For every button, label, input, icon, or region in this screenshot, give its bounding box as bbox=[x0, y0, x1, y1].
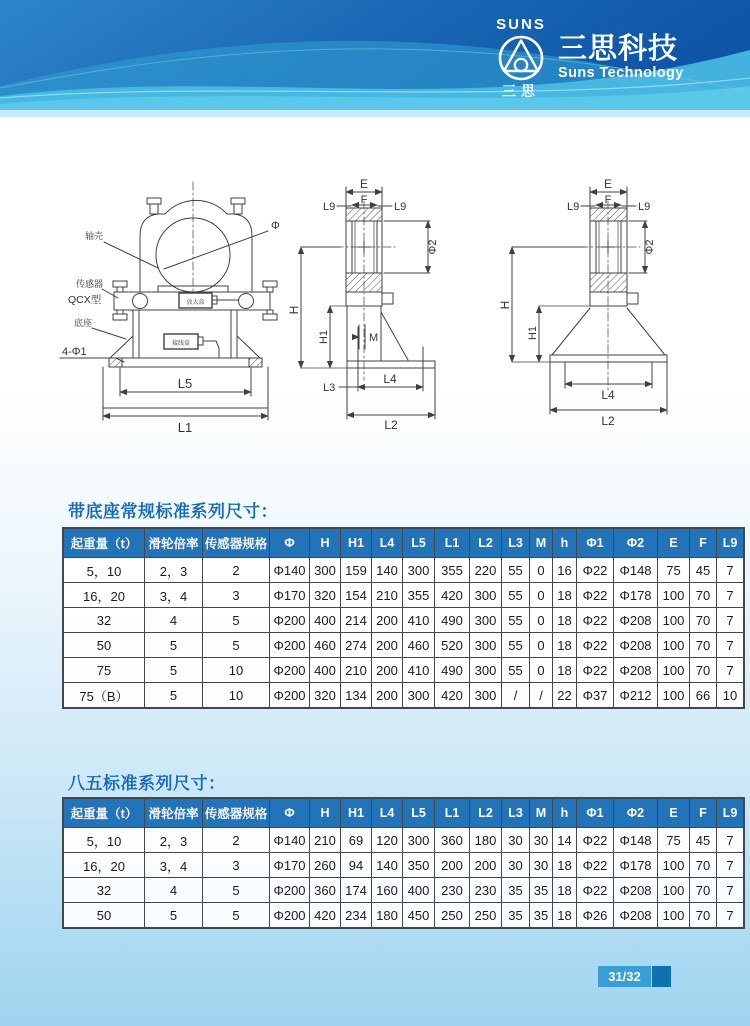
table-cell: 100 bbox=[658, 853, 690, 878]
table-cell: 5 bbox=[203, 903, 270, 929]
table-cell: Φ22 bbox=[577, 608, 614, 633]
table-cell: 70 bbox=[690, 608, 717, 633]
table-cell: 300 bbox=[403, 558, 435, 583]
table-cell: Φ22 bbox=[577, 853, 614, 878]
table-cell: 420 bbox=[435, 583, 470, 608]
table-cell: 100 bbox=[658, 903, 690, 929]
column-header: L4 bbox=[372, 798, 403, 828]
table-cell: 7 bbox=[717, 903, 745, 929]
table-cell: 5 bbox=[145, 903, 203, 929]
table-row bbox=[63, 583, 744, 608]
side-view-drawing bbox=[287, 175, 480, 440]
label-l9-right: L9 bbox=[638, 201, 651, 213]
table-cell: 200 bbox=[372, 633, 403, 658]
table-cell: Φ26 bbox=[577, 903, 614, 929]
column-header: 起重量（t） bbox=[63, 798, 145, 828]
page-number: 31/32 bbox=[598, 966, 651, 987]
table-cell: 18 bbox=[553, 633, 577, 658]
table-cell: 230 bbox=[470, 878, 502, 903]
label-e: E bbox=[603, 177, 613, 191]
column-header: 传感器规格 bbox=[203, 528, 270, 558]
table-cell: 300 bbox=[470, 583, 502, 608]
table-cell: 5 bbox=[203, 608, 270, 633]
table-cell: 100 bbox=[658, 878, 690, 903]
table-cell: 16，20 bbox=[63, 853, 145, 878]
label-l4: L4 bbox=[383, 372, 397, 386]
table-cell: 100 bbox=[658, 583, 690, 608]
table-cell: 22 bbox=[553, 683, 577, 709]
label-junction-box: 接线盒 bbox=[171, 341, 191, 347]
table-cell: 2 bbox=[203, 828, 270, 853]
page-number-badge bbox=[598, 966, 671, 987]
label-base: 底座 bbox=[74, 318, 93, 328]
column-header: 滑轮倍率 bbox=[145, 528, 203, 558]
table-cell: 234 bbox=[341, 903, 372, 929]
table-cell: 75 bbox=[63, 658, 145, 683]
column-header: E bbox=[658, 798, 690, 828]
table-cell: Φ140 bbox=[270, 558, 310, 583]
table-cell: 18 bbox=[553, 903, 577, 929]
table-cell: 70 bbox=[690, 633, 717, 658]
section-title-standard-with-base: 带底座常规标准系列尺寸： bbox=[68, 502, 278, 521]
table-cell: 55 bbox=[502, 658, 530, 683]
table-cell: 200 bbox=[372, 608, 403, 633]
column-header: F bbox=[690, 528, 717, 558]
table-cell: Φ200 bbox=[270, 608, 310, 633]
table-cell: 200 bbox=[372, 683, 403, 709]
table-cell: 7 bbox=[717, 828, 745, 853]
table-cell: 32 bbox=[63, 608, 145, 633]
table-cell: 55 bbox=[502, 608, 530, 633]
table-row bbox=[63, 683, 744, 709]
table-cell: Φ200 bbox=[270, 903, 310, 929]
table-row bbox=[63, 608, 744, 633]
table-cell: 35 bbox=[530, 903, 553, 929]
table-cell: Φ170 bbox=[270, 583, 310, 608]
table-cell: 134 bbox=[341, 683, 372, 709]
table-cell: 450 bbox=[403, 903, 435, 929]
table-row bbox=[63, 828, 744, 853]
table-row bbox=[63, 853, 744, 878]
label-h: H bbox=[498, 300, 512, 310]
table-row bbox=[63, 658, 744, 683]
table-cell: 3，4 bbox=[145, 583, 203, 608]
table-cell: Φ22 bbox=[577, 658, 614, 683]
table-cell: 274 bbox=[341, 633, 372, 658]
column-header: L1 bbox=[435, 798, 470, 828]
table-cell: Φ37 bbox=[577, 683, 614, 709]
table-cell: 5，10 bbox=[63, 558, 145, 583]
column-header: Φ2 bbox=[614, 528, 658, 558]
table-cell: 100 bbox=[658, 683, 690, 709]
table-cell: Φ178 bbox=[614, 583, 658, 608]
column-header: L5 bbox=[403, 798, 435, 828]
table-cell: Φ22 bbox=[577, 558, 614, 583]
table-cell: Φ200 bbox=[270, 683, 310, 709]
table-cell: 100 bbox=[658, 658, 690, 683]
table-cell: 7 bbox=[717, 583, 745, 608]
column-header: 起重量（t） bbox=[63, 528, 145, 558]
table-cell: 5 bbox=[203, 878, 270, 903]
table-cell: 210 bbox=[310, 828, 341, 853]
label-phi2: Φ2 bbox=[644, 239, 656, 255]
table-cell: 7 bbox=[717, 558, 745, 583]
table-cell: 18 bbox=[553, 583, 577, 608]
table-cell: 420 bbox=[310, 903, 341, 929]
table-cell: 7 bbox=[717, 658, 745, 683]
table-cell: 75 bbox=[658, 828, 690, 853]
table-cell: 220 bbox=[470, 558, 502, 583]
table-cell: 10 bbox=[717, 683, 745, 709]
table-cell: 2 bbox=[203, 558, 270, 583]
table-cell: 50 bbox=[63, 903, 145, 929]
table-cell: 410 bbox=[403, 658, 435, 683]
table-cell: 5，10 bbox=[63, 828, 145, 853]
table-cell: 300 bbox=[403, 683, 435, 709]
table-cell: 70 bbox=[690, 853, 717, 878]
table-cell: 70 bbox=[690, 658, 717, 683]
table-cell: 100 bbox=[658, 608, 690, 633]
table-row bbox=[63, 878, 744, 903]
table-cell: Φ22 bbox=[577, 583, 614, 608]
table-cell: 360 bbox=[310, 878, 341, 903]
table-cell: Φ200 bbox=[270, 658, 310, 683]
table-cell: 35 bbox=[530, 878, 553, 903]
column-header: H bbox=[310, 528, 341, 558]
table-cell: 159 bbox=[341, 558, 372, 583]
table-cell: 30 bbox=[530, 828, 553, 853]
table-cell: 320 bbox=[310, 683, 341, 709]
table-cell: 70 bbox=[690, 583, 717, 608]
table-cell: 45 bbox=[690, 828, 717, 853]
label-l1: L1 bbox=[177, 420, 193, 435]
label-l5: L5 bbox=[177, 376, 193, 391]
table-cell: 7 bbox=[717, 878, 745, 903]
table-cell: 214 bbox=[341, 608, 372, 633]
brand-name-english: Suns Technology bbox=[558, 65, 684, 82]
table-header-row bbox=[63, 528, 744, 558]
table-cell: 55 bbox=[502, 583, 530, 608]
table-cell: 2，3 bbox=[145, 828, 203, 853]
column-header: L2 bbox=[470, 798, 502, 828]
section-title-85-standard: 八五标准系列尺寸： bbox=[68, 774, 226, 793]
table-cell: Φ140 bbox=[270, 828, 310, 853]
table-cell: 355 bbox=[435, 558, 470, 583]
column-header: Φ bbox=[270, 528, 310, 558]
column-header: h bbox=[553, 528, 577, 558]
table-cell: 70 bbox=[690, 903, 717, 929]
table-cell: 35 bbox=[502, 878, 530, 903]
table-cell: 4 bbox=[145, 878, 203, 903]
table-cell: 350 bbox=[403, 853, 435, 878]
label-l2: L2 bbox=[601, 414, 615, 428]
company-logo bbox=[489, 17, 553, 98]
column-header: L3 bbox=[502, 528, 530, 558]
table-cell: 5 bbox=[145, 658, 203, 683]
table-cell: 45 bbox=[690, 558, 717, 583]
table-cell: 460 bbox=[310, 633, 341, 658]
table-cell: 490 bbox=[435, 608, 470, 633]
label-sensor: 传感器 bbox=[76, 279, 104, 289]
label-l9-left: L9 bbox=[567, 201, 580, 213]
table-cell: 70 bbox=[690, 878, 717, 903]
table-cell: 10 bbox=[203, 658, 270, 683]
label-mounting-holes: 4-Φ1 bbox=[62, 346, 87, 358]
table-cell: 320 bbox=[310, 583, 341, 608]
table-cell: Φ208 bbox=[614, 633, 658, 658]
table-cell: 0 bbox=[530, 583, 553, 608]
table-cell: 10 bbox=[203, 683, 270, 709]
table-cell: 0 bbox=[530, 633, 553, 658]
column-header: h bbox=[553, 798, 577, 828]
column-header: L2 bbox=[470, 528, 502, 558]
table-cell: 35 bbox=[502, 903, 530, 929]
table-cell: 3 bbox=[203, 583, 270, 608]
table-cell: Φ148 bbox=[614, 558, 658, 583]
table-cell: 5 bbox=[145, 633, 203, 658]
table-cell: 180 bbox=[372, 903, 403, 929]
column-header: Φ1 bbox=[577, 798, 614, 828]
page-badge-accent bbox=[652, 966, 671, 987]
column-header: L9 bbox=[717, 528, 745, 558]
table-cell: 0 bbox=[530, 558, 553, 583]
table-cell: 300 bbox=[310, 558, 341, 583]
table-row bbox=[63, 903, 744, 929]
column-header: M bbox=[530, 798, 553, 828]
table-cell: Φ170 bbox=[270, 853, 310, 878]
table-cell: 355 bbox=[403, 583, 435, 608]
table-cell: Φ212 bbox=[614, 683, 658, 709]
table-cell: 140 bbox=[372, 853, 403, 878]
table-cell: 7 bbox=[717, 608, 745, 633]
table-cell: 7 bbox=[717, 633, 745, 658]
table-cell: 30 bbox=[502, 828, 530, 853]
table-cell: 18 bbox=[553, 878, 577, 903]
table-header-row bbox=[63, 798, 744, 828]
table-cell: 18 bbox=[553, 853, 577, 878]
column-header: F bbox=[690, 798, 717, 828]
table-cell: 260 bbox=[310, 853, 341, 878]
column-header: Φ1 bbox=[577, 528, 614, 558]
table-cell: 75（B） bbox=[63, 683, 145, 709]
table-cell: 50 bbox=[63, 633, 145, 658]
suns-logo-icon bbox=[496, 33, 546, 83]
table-cell: Φ208 bbox=[614, 903, 658, 929]
table-cell: 75 bbox=[658, 558, 690, 583]
column-header: H bbox=[310, 798, 341, 828]
table-cell: / bbox=[502, 683, 530, 709]
table-row bbox=[63, 633, 744, 658]
table-cell: Φ148 bbox=[614, 828, 658, 853]
table-cell: / bbox=[530, 683, 553, 709]
table-cell: 300 bbox=[470, 608, 502, 633]
table-cell: 460 bbox=[403, 633, 435, 658]
table-cell: 16 bbox=[553, 558, 577, 583]
label-model-qcx: QCX型 bbox=[68, 294, 102, 306]
table-cell: 3，4 bbox=[145, 853, 203, 878]
front-view-drawing bbox=[58, 176, 288, 441]
column-header: 滑轮倍率 bbox=[145, 798, 203, 828]
table-cell: 300 bbox=[470, 683, 502, 709]
logo-text-sansi: 三思 bbox=[502, 83, 540, 99]
column-header: E bbox=[658, 528, 690, 558]
column-header: H1 bbox=[341, 528, 372, 558]
table-cell: 94 bbox=[341, 853, 372, 878]
table-cell: 300 bbox=[403, 828, 435, 853]
table-cell: 120 bbox=[372, 828, 403, 853]
column-header: L5 bbox=[403, 528, 435, 558]
table-cell: 30 bbox=[502, 853, 530, 878]
table-cell: Φ22 bbox=[577, 828, 614, 853]
table-cell: 32 bbox=[63, 878, 145, 903]
table-cell: 174 bbox=[341, 878, 372, 903]
85-standard-series-table bbox=[62, 797, 745, 929]
label-l4: L4 bbox=[601, 388, 615, 402]
column-header: L4 bbox=[372, 528, 403, 558]
table-cell: 180 bbox=[470, 828, 502, 853]
column-header: L9 bbox=[717, 798, 745, 828]
column-header: L1 bbox=[435, 528, 470, 558]
table-cell: 300 bbox=[470, 658, 502, 683]
label-h1: H1 bbox=[318, 329, 330, 345]
table-cell: 16，20 bbox=[63, 583, 145, 608]
table-cell: 5 bbox=[203, 633, 270, 658]
table-cell: 360 bbox=[435, 828, 470, 853]
table-cell: 250 bbox=[435, 903, 470, 929]
label-l3: L3 bbox=[323, 382, 336, 394]
table-cell: 160 bbox=[372, 878, 403, 903]
table-cell: 200 bbox=[372, 658, 403, 683]
table-cell: 66 bbox=[690, 683, 717, 709]
table-cell: 230 bbox=[435, 878, 470, 903]
label-f: F bbox=[604, 194, 612, 206]
table-cell: 0 bbox=[530, 608, 553, 633]
table-cell: Φ22 bbox=[577, 878, 614, 903]
standard-series-table bbox=[62, 527, 745, 709]
table-cell: 14 bbox=[553, 828, 577, 853]
label-e: E bbox=[359, 177, 369, 191]
table-cell: Φ22 bbox=[577, 633, 614, 658]
table-cell: 55 bbox=[502, 558, 530, 583]
table-cell: 154 bbox=[341, 583, 372, 608]
label-phi2: Φ2 bbox=[427, 239, 439, 255]
table-cell: 55 bbox=[502, 633, 530, 658]
table-cell: Φ178 bbox=[614, 853, 658, 878]
table-cell: 400 bbox=[310, 608, 341, 633]
column-header: Φ2 bbox=[614, 798, 658, 828]
table-cell: 250 bbox=[470, 903, 502, 929]
label-l2: L2 bbox=[384, 418, 398, 432]
table-cell: 0 bbox=[530, 658, 553, 683]
table-cell: 200 bbox=[435, 853, 470, 878]
table-cell: 7 bbox=[717, 853, 745, 878]
table-cell: 520 bbox=[435, 633, 470, 658]
brand-block bbox=[558, 33, 684, 82]
table-cell: 140 bbox=[372, 558, 403, 583]
label-h1: H1 bbox=[527, 325, 539, 341]
table-cell: 200 bbox=[470, 853, 502, 878]
column-header: M bbox=[530, 528, 553, 558]
cone-view-drawing bbox=[490, 175, 690, 440]
column-header: Φ bbox=[270, 798, 310, 828]
table-cell: 420 bbox=[435, 683, 470, 709]
table-cell: 410 bbox=[403, 608, 435, 633]
table-cell: 210 bbox=[341, 658, 372, 683]
label-axle-housing: 轴壳 bbox=[85, 231, 104, 241]
column-header: L3 bbox=[502, 798, 530, 828]
table-cell: Φ200 bbox=[270, 633, 310, 658]
table-cell: 5 bbox=[145, 683, 203, 709]
table-cell: Φ208 bbox=[614, 878, 658, 903]
table-row bbox=[63, 558, 744, 583]
table-cell: 400 bbox=[310, 658, 341, 683]
label-l9-left: L9 bbox=[323, 201, 336, 213]
table-cell: 400 bbox=[403, 878, 435, 903]
table-cell: 2，3 bbox=[145, 558, 203, 583]
table-cell: 30 bbox=[530, 853, 553, 878]
label-amplifier-box: 放大盒 bbox=[186, 300, 205, 306]
column-header: H1 bbox=[341, 798, 372, 828]
page-header bbox=[0, 0, 750, 117]
table-cell: Φ208 bbox=[614, 658, 658, 683]
brand-name-chinese: 三思科技 bbox=[558, 33, 679, 65]
table-cell: 69 bbox=[341, 828, 372, 853]
column-header: 传感器规格 bbox=[203, 798, 270, 828]
table-cell: Φ200 bbox=[270, 878, 310, 903]
label-m: M bbox=[369, 332, 379, 344]
table-cell: 18 bbox=[553, 658, 577, 683]
table-cell: Φ208 bbox=[614, 608, 658, 633]
table-cell: 300 bbox=[470, 633, 502, 658]
label-h: H bbox=[287, 305, 301, 315]
table-cell: 18 bbox=[553, 608, 577, 633]
table-cell: 210 bbox=[372, 583, 403, 608]
table-cell: 100 bbox=[658, 633, 690, 658]
table-cell: 3 bbox=[203, 853, 270, 878]
table-cell: 4 bbox=[145, 608, 203, 633]
label-f: F bbox=[360, 194, 368, 206]
logo-text-suns: SUNS bbox=[496, 16, 546, 33]
label-l9-right: L9 bbox=[394, 201, 407, 213]
table-cell: 490 bbox=[435, 658, 470, 683]
label-phi: Φ bbox=[271, 220, 280, 232]
